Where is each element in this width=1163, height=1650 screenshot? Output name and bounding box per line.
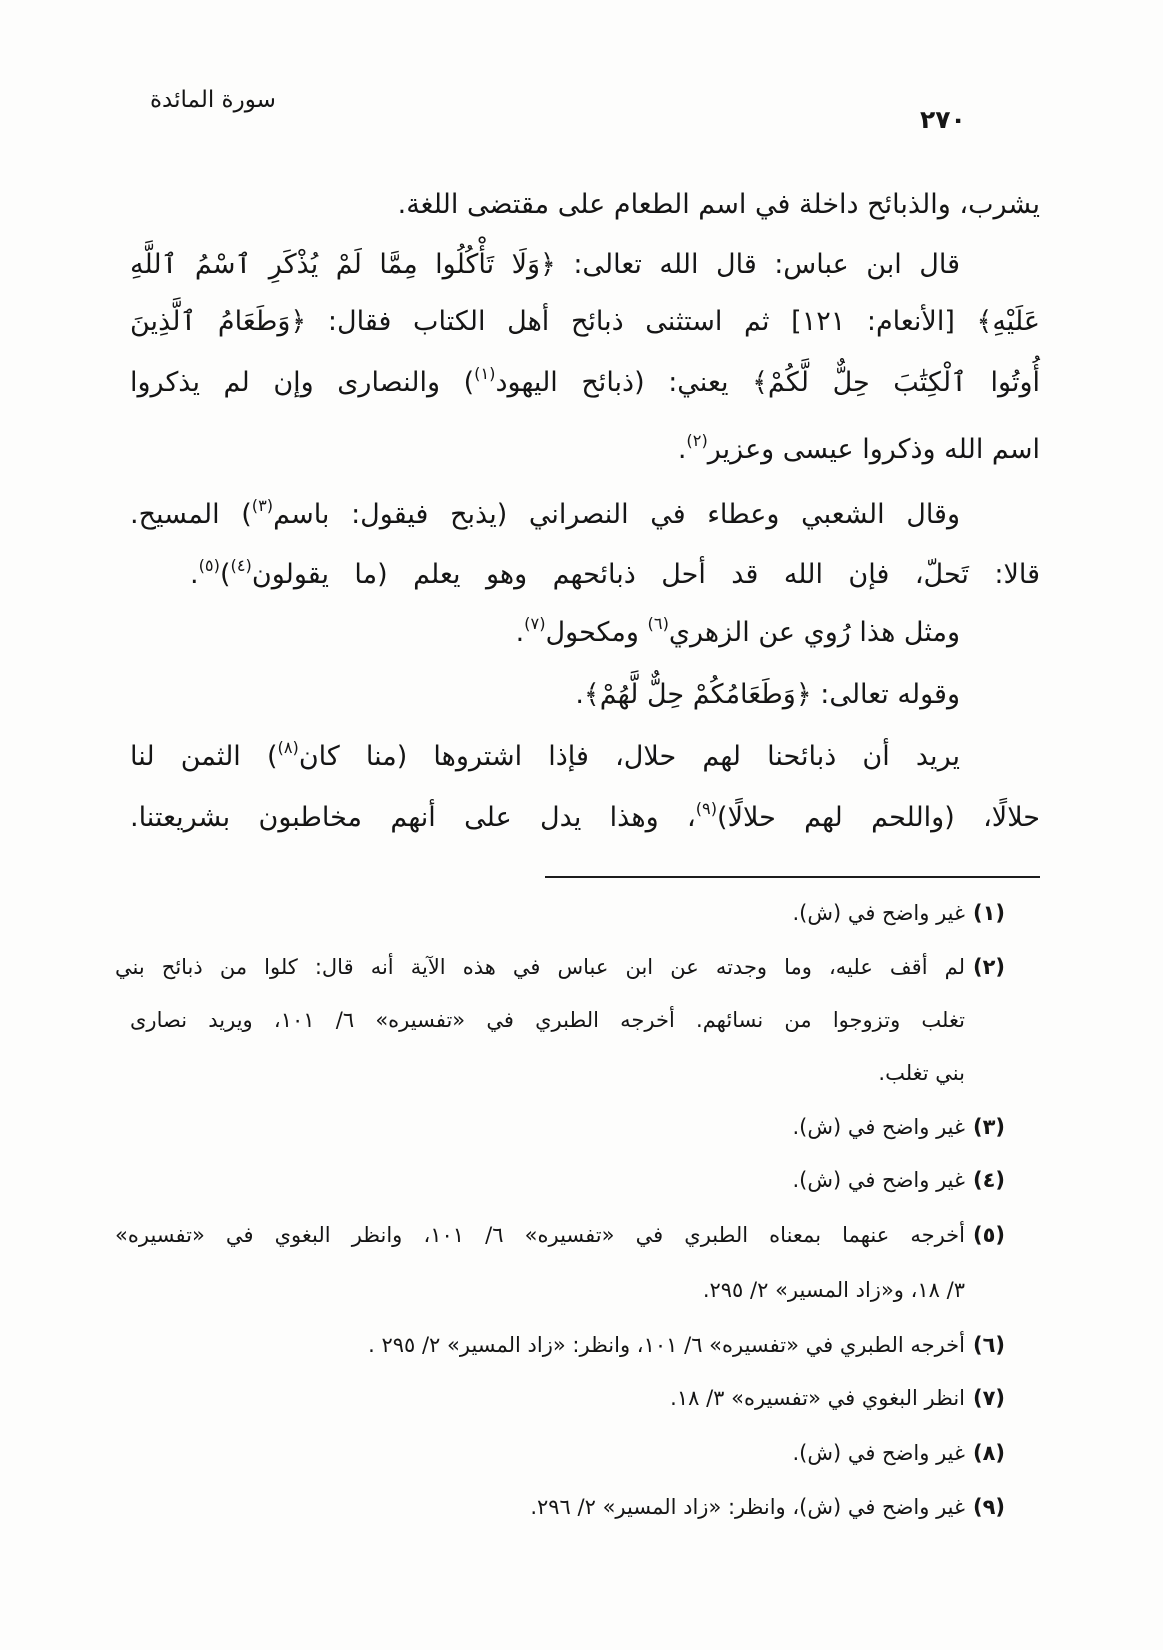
footnote-text: غير واضح في (ش). xyxy=(792,901,965,925)
footnote-text: أخرجه عنهما بمعناه الطبري في «تفسيره» ٦/ ١٠١، وانظر البغوي في «تفسيره» xyxy=(115,1223,965,1247)
page-number: ٢٧٠ xyxy=(920,105,966,134)
footnote-marker: (١) xyxy=(972,901,1005,925)
footnote-marker: (٦) xyxy=(972,1333,1005,1357)
footnote-marker: (٣) xyxy=(972,1115,1005,1139)
body-text: أُوتُوا ٱلْكِتَٰبَ حِلٌّ لَّكُمْ﴾ يعني: (ذبائح اليهود xyxy=(495,367,1040,398)
footnote-ref: (١) xyxy=(474,363,496,383)
body-line: قال ابن عباس: قال الله تعالى: ﴿وَلَا تَأْكُلُوا مِمَّا لَمْ يُذْكَرِ ٱسْمُ ٱللَّهِ xyxy=(130,249,960,280)
body-line: يشرب، والذبائح داخلة في اسم الطعام على مقتضى اللغة. xyxy=(397,189,1040,220)
footnote-marker: (٥) xyxy=(972,1223,1005,1247)
footnote-separator xyxy=(545,876,1040,878)
body-text: ) المسيح. xyxy=(130,499,252,530)
body-text: ) الثمن لنا xyxy=(130,741,278,772)
body-text: حلالًا، (واللحم لهم حلالًا) xyxy=(717,802,1040,833)
footnote-ref: (٩) xyxy=(695,798,718,818)
body-line xyxy=(130,611,960,655)
footnote-marker: (٢) xyxy=(972,955,1005,979)
body-text: ) xyxy=(219,559,231,590)
body-text: . xyxy=(677,434,687,465)
body-line xyxy=(130,361,1040,405)
body-text: ، وهذا يدل على أنهم مخاطبون بشريعتنا. xyxy=(130,802,696,833)
body-text: ) والنصارى وإن لم يذكروا xyxy=(130,367,475,398)
footnote-marker: (٤) xyxy=(972,1168,1005,1192)
footnote-ref: (٨) xyxy=(277,737,299,757)
body-line: عَلَيْهِ﴾ [الأنعام: ١٢١] ثم استثنى ذبائح أهل الكتاب فقال: ﴿وَطَعَامُ ٱلَّذِينَ xyxy=(130,306,1040,337)
body-line xyxy=(190,553,1040,597)
footnote-marker: (٧) xyxy=(972,1386,1005,1410)
footnote-text: لم أقف عليه، وما وجدته عن ابن عباس في هذه الآية أنه قال: كلوا من ذبائح بني xyxy=(115,955,965,979)
footnote-ref: (٤) xyxy=(230,555,252,575)
footnote-ref: (٦) xyxy=(647,613,669,633)
footnote-ref: (٣) xyxy=(251,495,274,515)
footnote-ref: (٢) xyxy=(686,430,708,450)
footnote-text: غير واضح في (ش)، وانظر: «زاد المسير» ٢/ ٢٩٦. xyxy=(530,1495,965,1519)
body-line xyxy=(130,735,960,779)
footnote-text: بني تغلب. xyxy=(878,1061,965,1085)
footnote-text: ٣/ ١٨، و«زاد المسير» ٢/ ٢٩٥. xyxy=(702,1278,965,1302)
footnote-text: انظر البغوي في «تفسيره» ٣/ ١٨. xyxy=(670,1386,965,1410)
body-line xyxy=(130,796,1040,840)
footnote-ref: (٧) xyxy=(524,613,546,633)
body-text: ومكحول xyxy=(545,617,648,648)
footnote-text: أخرجه الطبري في «تفسيره» ٦/ ١٠١، وانظر: «زاد المسير» ٢/ ٢٩٥ . xyxy=(368,1333,965,1357)
body-line: وقوله تعالى: ﴿وَطَعَامُكُمْ حِلٌّ لَّهُمْ﴾. xyxy=(575,679,960,710)
footnote-ref: (٥) xyxy=(198,555,220,575)
footnote-text: غير واضح في (ش). xyxy=(792,1441,965,1465)
body-text: . xyxy=(515,617,525,648)
body-text: قالا: تَحلّ، فإن الله قد أحل ذبائحهم وهو يعلم (ما يقولون xyxy=(251,559,1040,590)
footnote-marker: (٨) xyxy=(972,1441,1005,1465)
body-text: يريد أن ذبائحنا لهم حلال، فإذا اشتروها (منا كان xyxy=(298,741,960,772)
body-line xyxy=(130,428,1040,472)
body-text: وقال الشعبي وعطاء في النصراني (يذبح فيقول: باسم xyxy=(273,499,960,530)
footnote-text: غير واضح في (ش). xyxy=(792,1115,965,1139)
body-text: ومثل هذا رُوي عن الزهري xyxy=(668,617,960,648)
running-title: سورة المائدة xyxy=(150,87,276,113)
body-text: اسم الله وذكروا عيسى وعزير xyxy=(707,434,1040,465)
body-line xyxy=(130,493,960,537)
footnote-text: غير واضح في (ش). xyxy=(792,1168,965,1192)
footnote-text: تغلب وتزوجوا من نسائهم. أخرجه الطبري في «تفسيره» ٦/ ١٠١، ويريد نصارى xyxy=(130,1008,965,1032)
footnote-marker: (٩) xyxy=(972,1495,1005,1519)
body-text: . xyxy=(190,559,199,590)
